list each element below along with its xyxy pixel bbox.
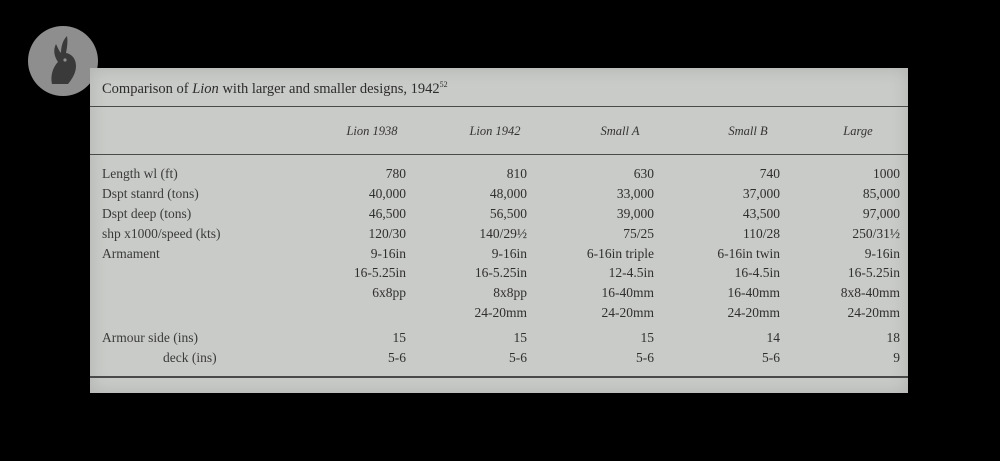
table-cell: 43,500 — [742, 206, 780, 221]
table-cell: 24-20mm — [847, 305, 900, 320]
table-cell: 16-4.5in — [734, 265, 780, 280]
table-cell: 33,000 — [616, 186, 654, 201]
table-cell: 120/30 — [368, 226, 406, 241]
row-label: Dspt deep (tons) — [102, 206, 192, 221]
table-cell: 37,000 — [742, 186, 780, 201]
row-label: Dspt stanrd (tons) — [102, 186, 199, 201]
table-cell: 740 — [759, 166, 780, 181]
header-rule — [90, 154, 908, 155]
table-cell: 46,500 — [368, 206, 406, 221]
table-cell: 810 — [506, 166, 527, 181]
row-label: Armament — [102, 246, 160, 261]
table-cell: 16-5.25in — [847, 265, 900, 280]
table-cell: 16-5.25in — [474, 265, 527, 280]
table-cell: 18 — [886, 330, 900, 345]
column-header: Small A — [600, 124, 640, 138]
table-cell: 8x8pp — [493, 285, 527, 300]
caption-italic: Lion — [192, 80, 219, 97]
table-cell: 140/29½ — [479, 226, 527, 241]
row-label: Length wl (ft) — [102, 166, 178, 181]
table-cell: 110/28 — [743, 226, 780, 241]
table-cell: 15 — [513, 330, 527, 345]
table-cell: 24-20mm — [601, 305, 654, 320]
table-cell: 12-4.5in — [608, 265, 654, 280]
table-cell: 630 — [633, 166, 654, 181]
table-caption — [102, 80, 448, 98]
table-cell: 6-16in twin — [717, 246, 780, 261]
table-cell: 250/31½ — [852, 226, 900, 241]
caption-footnote: 52 — [439, 80, 448, 89]
row-label: shp x1000/speed (kts) — [102, 226, 221, 241]
table-cell: 15 — [640, 330, 654, 345]
table-cell: 16-5.25in — [353, 265, 406, 280]
row-label: Armour side (ins) — [102, 330, 198, 345]
table-cell: 9-16in — [491, 246, 527, 261]
table-cell: 5-6 — [636, 350, 654, 365]
table-cell: 48,000 — [489, 186, 527, 201]
table-cell: 14 — [766, 330, 780, 345]
table-cell: 24-20mm — [727, 305, 780, 320]
table-cell: 6x8pp — [372, 285, 406, 300]
bottom-rule — [90, 376, 908, 378]
caption-suffix: with larger and smaller designs, 1942 — [218, 80, 440, 97]
table-cell: 9-16in — [370, 246, 406, 261]
table-cell: 5-6 — [388, 350, 406, 365]
table-cell: 16-40mm — [601, 285, 654, 300]
table-cell: 16-40mm — [727, 285, 780, 300]
table-cell: 780 — [385, 166, 406, 181]
table-cell: 56,500 — [489, 206, 527, 221]
table-cell: 40,000 — [368, 186, 406, 201]
kangaroo-logo-icon — [28, 26, 98, 96]
table-cell: 75/25 — [623, 226, 654, 241]
row-label: deck (ins) — [163, 350, 217, 365]
table-cell: 39,000 — [616, 206, 654, 221]
table-cell: 6-16in triple — [586, 246, 654, 261]
table-cell: 97,000 — [862, 206, 900, 221]
table-cell: 1000 — [873, 166, 900, 181]
column-header: Lion 1938 — [346, 124, 398, 138]
table-cell: 9 — [893, 350, 900, 365]
table-cell: 24-20mm — [474, 305, 527, 320]
table-cell: 9-16in — [864, 246, 900, 261]
column-header: Large — [843, 124, 873, 138]
table-cell: 5-6 — [762, 350, 780, 365]
table-cell: 5-6 — [509, 350, 527, 365]
column-header: Lion 1942 — [469, 124, 521, 138]
table-cell: 8x8-40mm — [840, 285, 900, 300]
table-page — [90, 68, 908, 393]
top-rule — [90, 106, 908, 107]
column-header: Small B — [728, 124, 768, 138]
table-cell: 85,000 — [862, 186, 900, 201]
table-cell: 15 — [392, 330, 406, 345]
caption-prefix: Comparison of — [102, 80, 193, 97]
